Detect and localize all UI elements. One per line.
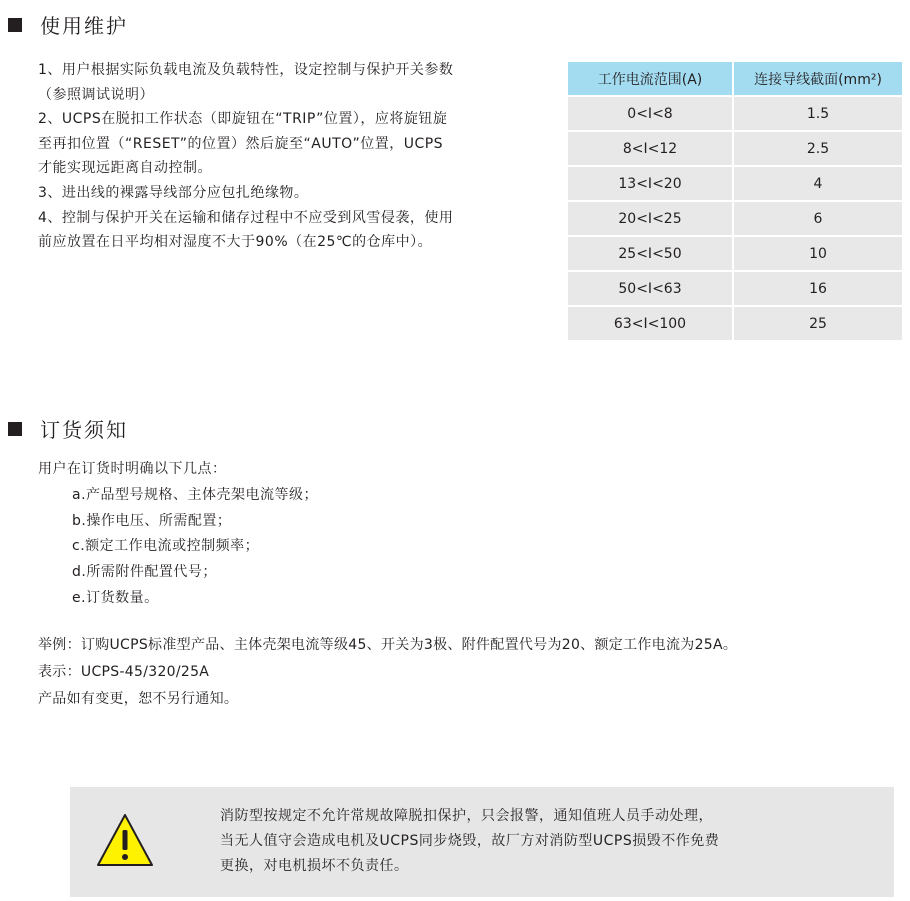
- table-cell-range: 13<I<20: [568, 165, 734, 200]
- section-title: 使用维护: [40, 14, 128, 38]
- warning-notice-box: [70, 787, 894, 897]
- warning-text: [220, 804, 719, 879]
- table-cell-section: 10: [734, 235, 902, 270]
- section-bullet-icon: [8, 422, 22, 436]
- maintenance-line: 才能实现远距离自动控制。: [38, 160, 212, 177]
- table-cell-section: 25: [734, 305, 902, 340]
- maintenance-text: [38, 58, 453, 255]
- maintenance-line: 前应放置在日平均相对湿度不大于90%（在25℃的仓库中）。: [38, 234, 433, 251]
- table-cell-range: 0<I<8: [568, 95, 734, 130]
- table-cell-section: 2.5: [734, 130, 902, 165]
- table-cell-range: 8<I<12: [568, 130, 734, 165]
- table-cell-section: 6: [734, 200, 902, 235]
- maintenance-line: （参照调试说明）: [38, 86, 154, 103]
- list-item: a.产品型号规格、主体壳架电流等级；: [72, 486, 319, 503]
- table-cell-section: 1.5: [734, 95, 902, 130]
- table-row: [568, 305, 902, 340]
- change-notice-line: 产品如有变更，恕不另行通知。: [38, 691, 239, 707]
- table-cell-section: 4: [734, 165, 902, 200]
- table-cell-range: 20<I<25: [568, 200, 734, 235]
- maintenance-line: 2、UCPS在脱扣工作状态（即旋钮在“TRIP”位置），应将旋钮旋: [38, 111, 448, 128]
- section-header-ordering: [8, 414, 128, 443]
- wire-section-table: [568, 62, 902, 340]
- ordering-intro: 用户在订货时明确以下几点：: [38, 461, 227, 477]
- table-cell-range: 25<I<50: [568, 235, 734, 270]
- warning-line: 当无人值守会造成电机及UCPS同步烧毁，故厂方对消防型UCPS损毁不作免费: [220, 833, 720, 849]
- warning-line: 消防型按规定不允许常规故障脱扣保护，只会报警，通知值班人员手动处理，: [220, 808, 713, 824]
- ordering-list: [38, 457, 318, 612]
- maintenance-line: 3、进出线的裸露导线部分应包扎绝缘物。: [38, 184, 309, 201]
- maintenance-line: 4、控制与保护开关在运输和储存过程中不应受到风雪侵袭，使用: [38, 209, 454, 226]
- list-item: e.订货数量。: [72, 589, 159, 606]
- table-cell-range: 63<I<100: [568, 305, 734, 340]
- example-line: 举例：订购UCPS标准型产品、主体壳架电流等级45、开关为3极、附件配置代号为20、额定工作电流为25A。: [38, 637, 738, 653]
- warning-line: 更换，对电机损坏不负责任。: [220, 858, 409, 874]
- section-header-maintenance: [8, 10, 128, 39]
- table-row: [568, 235, 902, 270]
- table-row: [568, 270, 902, 305]
- table-header-row: [568, 62, 902, 95]
- table-row: [568, 95, 902, 130]
- maintenance-line: 至再扣位置（“RESET”的位置）然后旋至“AUTO”位置，UCPS: [38, 135, 444, 152]
- table-cell-range: 50<I<63: [568, 270, 734, 305]
- section-bullet-icon: [8, 18, 22, 32]
- table-cell-section: 16: [734, 270, 902, 305]
- ordering-example: [38, 632, 737, 713]
- list-item: b.操作电压、所需配置；: [72, 512, 232, 529]
- table-row: [568, 165, 902, 200]
- table-row: [568, 200, 902, 235]
- table-row: [568, 130, 902, 165]
- maintenance-line: 1、用户根据实际负载电流及负载特性，设定控制与保护开关参数: [38, 62, 454, 78]
- warning-triangle-icon: [96, 813, 154, 867]
- table-header-wire-section: 连接导线截面(mm²): [734, 62, 902, 95]
- list-item: d.所需附件配置代号；: [72, 564, 217, 581]
- list-item: c.额定工作电流或控制频率；: [72, 538, 260, 555]
- representation-line: 表示：UCPS-45/320/25A: [38, 664, 210, 680]
- table-header-current-range: 工作电流范围(A): [568, 62, 734, 95]
- section-title: 订货须知: [40, 418, 128, 442]
